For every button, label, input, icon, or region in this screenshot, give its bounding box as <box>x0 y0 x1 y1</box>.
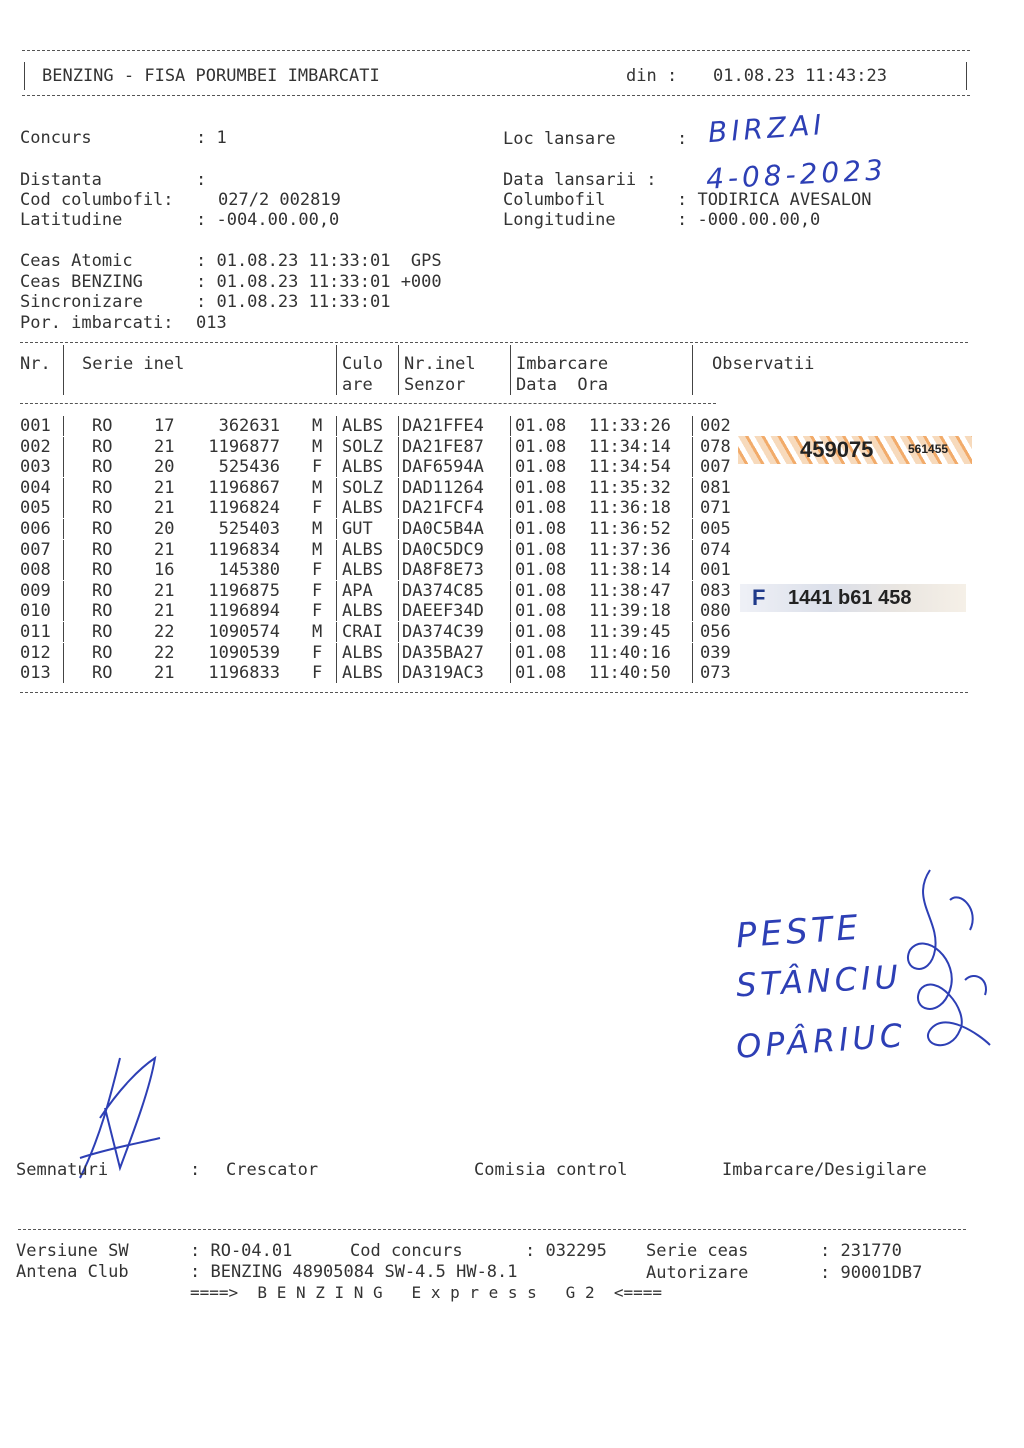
cell-inel: 1196877 <box>208 436 280 457</box>
cell-separator <box>510 519 511 539</box>
cell-nr: 011 <box>20 622 51 642</box>
cell-obs: 007 <box>700 457 731 478</box>
cell-culoare: GUT <box>342 519 373 539</box>
cell-ora: 11:35:32 <box>589 477 671 498</box>
cell-separator <box>510 581 511 601</box>
sticker-blue-code: 1441 b61 458 <box>788 587 912 609</box>
cell-an: 21 <box>154 477 175 498</box>
col-sep-3 <box>398 345 399 395</box>
cell-separator <box>510 457 511 477</box>
cell-nr: 013 <box>20 663 51 684</box>
header-nr: Nr. <box>20 354 51 374</box>
cell-an: 21 <box>154 663 175 684</box>
cell-data: 01.08 <box>515 519 567 539</box>
cell-separator <box>63 663 64 683</box>
cell-obs: 078 <box>700 436 731 457</box>
cell-inel: 1196833 <box>208 663 280 684</box>
latitudine-value: : -004.00.00,0 <box>196 210 340 230</box>
cell-ora: 11:36:52 <box>589 519 671 539</box>
cell-separator <box>63 478 64 498</box>
cell-inel: 525436 <box>218 457 280 478</box>
print-datetime: 01.08.23 11:43:23 <box>713 66 887 86</box>
cell-culoare: ALBS <box>342 416 383 436</box>
signature-scribble-right <box>890 860 1010 1080</box>
cell-senzor: DA0C5DC9 <box>402 539 484 560</box>
cell-data: 01.08 <box>515 436 567 457</box>
cell-separator <box>692 601 693 621</box>
antena-club-label: Antena Club <box>16 1262 129 1282</box>
cell-inel: 525403 <box>218 519 280 539</box>
cell-separator <box>336 416 337 436</box>
cell-culoare: ALBS <box>342 539 383 560</box>
autorizare-label: Autorizare <box>646 1263 749 1283</box>
header-imbarcare: Imbarcare <box>516 354 609 374</box>
cell-data: 01.08 <box>515 560 567 581</box>
cell-senzor: DAD11264 <box>402 477 484 498</box>
cell-obs: 083 <box>700 580 731 601</box>
latitudine-label: Latitudine <box>20 210 123 230</box>
cell-obs: 071 <box>700 498 731 519</box>
cell-senzor: DA21FFE4 <box>402 416 484 436</box>
cell-separator <box>398 478 399 498</box>
table-row <box>0 643 1000 663</box>
cell-separator <box>336 457 337 477</box>
cell-senzor: DA0C5B4A <box>402 519 484 539</box>
cell-nr: 012 <box>20 642 51 663</box>
header-bottom-rule <box>22 95 970 96</box>
table-row <box>0 663 1000 683</box>
cell-an: 21 <box>154 580 175 601</box>
cell-separator <box>336 560 337 580</box>
cell-senzor: DA374C39 <box>402 622 484 642</box>
cell-sex: F <box>312 642 323 663</box>
columbofil-value: : TODIRICA AVESALON <box>677 190 872 210</box>
cell-inel: 1196867 <box>208 477 280 498</box>
col-sep-4 <box>510 345 511 395</box>
cell-separator <box>336 663 337 683</box>
cell-inel: 145380 <box>218 560 280 581</box>
imbarcare-desigilare-label: Imbarcare/Desigilare <box>722 1160 927 1180</box>
cell-separator <box>63 457 64 477</box>
cell-an: 21 <box>154 498 175 519</box>
col-sep-1 <box>63 345 64 395</box>
table-row <box>0 560 1000 580</box>
cell-separator <box>398 622 399 642</box>
loc-lansare-handwritten: BIRZAI <box>706 107 827 150</box>
footer-top-rule <box>18 1229 966 1230</box>
porumbei-imbarcati-label: Por. imbarcati: <box>20 313 174 333</box>
cell-nr: 005 <box>20 498 51 519</box>
cell-an: 22 <box>154 642 175 663</box>
loc-lansare-label: Loc lansare <box>503 129 616 149</box>
cell-data: 01.08 <box>515 539 567 560</box>
cod-concurs-label: Cod concurs <box>350 1241 463 1261</box>
cell-an: 21 <box>154 436 175 457</box>
cell-separator <box>336 519 337 539</box>
cell-nr: 007 <box>20 539 51 560</box>
cod-columbofil-value: 027/2 002819 <box>218 190 341 210</box>
cell-data: 01.08 <box>515 477 567 498</box>
versiune-sw-value: : RO-04.01 <box>190 1241 293 1261</box>
cell-an: 20 <box>154 519 175 539</box>
header-left-border <box>24 62 25 90</box>
cell-separator <box>336 643 337 663</box>
data-lansarii-label: Data lansarii : <box>503 170 657 190</box>
cell-tara: RO <box>92 539 113 560</box>
cell-separator <box>692 663 693 683</box>
cell-an: 21 <box>154 539 175 560</box>
cell-separator <box>63 416 64 436</box>
cell-ora: 11:40:16 <box>589 642 671 663</box>
cell-separator <box>510 601 511 621</box>
cell-separator <box>692 498 693 518</box>
cell-culoare: SOLZ <box>342 477 383 498</box>
cell-separator <box>692 643 693 663</box>
cell-sex: F <box>312 663 323 684</box>
cell-separator <box>510 643 511 663</box>
cell-separator <box>63 643 64 663</box>
cell-separator <box>510 663 511 683</box>
cell-data: 01.08 <box>515 580 567 601</box>
cell-data: 01.08 <box>515 663 567 684</box>
cell-sex: F <box>312 580 323 601</box>
cell-senzor: DA319AC3 <box>402 663 484 684</box>
din-label: din : <box>626 66 678 86</box>
header-senzor: Senzor <box>404 375 466 395</box>
cell-obs: 073 <box>700 663 731 684</box>
cell-separator <box>510 437 511 457</box>
cell-separator <box>63 581 64 601</box>
versiune-sw-label: Versiune SW <box>16 1241 129 1261</box>
distanta-label: Distanta <box>20 170 102 190</box>
longitudine-label: Longitudine <box>503 210 616 230</box>
cell-separator <box>63 560 64 580</box>
cell-nr: 004 <box>20 477 51 498</box>
cell-separator <box>398 437 399 457</box>
cell-tara: RO <box>92 519 113 539</box>
cell-nr: 008 <box>20 560 51 581</box>
cell-senzor: DA35BA27 <box>402 642 484 663</box>
longitudine-value: : -000.00.00,0 <box>677 210 821 230</box>
handwritten-name-1: PESTE <box>734 907 864 957</box>
cell-an: 16 <box>154 560 175 581</box>
ceas-atomic-label: Ceas Atomic <box>20 251 133 271</box>
cell-senzor: DA21FE87 <box>402 436 484 457</box>
cell-senzor: DA21FCF4 <box>402 498 484 519</box>
cell-culoare: CRAI <box>342 622 383 642</box>
header-right-border <box>966 62 967 90</box>
cell-culoare: APA <box>342 580 373 601</box>
header-data-ora: Data Ora <box>516 375 609 395</box>
cell-separator <box>336 498 337 518</box>
cell-separator <box>510 416 511 436</box>
cell-inel: 362631 <box>218 416 280 436</box>
cell-obs: 080 <box>700 601 731 622</box>
cell-data: 01.08 <box>515 416 567 436</box>
cell-senzor: DA8F8E73 <box>402 560 484 581</box>
cell-separator <box>336 622 337 642</box>
cell-obs: 005 <box>700 519 731 539</box>
cell-culoare: ALBS <box>342 642 383 663</box>
cell-separator <box>398 519 399 539</box>
crescator-label: Crescator <box>226 1160 319 1180</box>
cell-senzor: DA374C85 <box>402 580 484 601</box>
table-row <box>0 540 1000 560</box>
cell-culoare: ALBS <box>342 498 383 519</box>
autorizare-value: : 90001DB7 <box>820 1263 923 1283</box>
comisia-control-label: Comisia control <box>474 1160 628 1180</box>
table-row <box>0 498 1000 518</box>
ceas-atomic-value: : 01.08.23 11:33:01 GPS <box>196 251 442 271</box>
columbofil-label: Columbofil <box>503 190 606 210</box>
cell-inel: 1196824 <box>208 498 280 519</box>
cell-sex: F <box>312 498 323 519</box>
cell-senzor: DAEEF34D <box>402 601 484 622</box>
header-culoare: Culo <box>342 354 383 374</box>
cell-nr: 002 <box>20 436 51 457</box>
serie-ceas-label: Serie ceas <box>646 1241 749 1261</box>
cell-culoare: ALBS <box>342 457 383 478</box>
cell-tara: RO <box>92 560 113 581</box>
cell-data: 01.08 <box>515 622 567 642</box>
header-nr-inel: Nr.inel <box>404 354 476 374</box>
cell-separator <box>510 560 511 580</box>
cell-separator <box>398 643 399 663</box>
cell-ora: 11:34:54 <box>589 457 671 478</box>
cell-separator <box>398 498 399 518</box>
cell-separator <box>63 498 64 518</box>
cell-data: 01.08 <box>515 642 567 663</box>
cell-separator <box>510 540 511 560</box>
cell-nr: 009 <box>20 580 51 601</box>
table-row <box>0 519 1000 539</box>
cell-sex: M <box>312 539 323 560</box>
cell-sex: M <box>312 519 323 539</box>
sticker-small-code: 561455 <box>908 442 949 456</box>
cell-separator <box>398 416 399 436</box>
cell-separator <box>692 478 693 498</box>
table-row <box>0 478 1000 498</box>
cell-obs: 074 <box>700 539 731 560</box>
antena-club-value: : BENZING 48905084 SW-4.5 HW-8.1 <box>190 1262 518 1282</box>
cell-inel: 1196875 <box>208 580 280 601</box>
cell-separator <box>510 478 511 498</box>
cell-nr: 003 <box>20 457 51 478</box>
concurs-value: : 1 <box>196 128 227 148</box>
cell-sex: M <box>312 622 323 642</box>
cell-culoare: ALBS <box>342 663 383 684</box>
cell-separator <box>692 560 693 580</box>
cell-separator <box>63 437 64 457</box>
data-lansarii-handwritten: 4-08-2023 <box>705 153 888 196</box>
cell-ora: 11:38:47 <box>589 580 671 601</box>
header-serie-inel: Serie inel <box>82 354 185 374</box>
cell-inel: 1090539 <box>208 642 280 663</box>
cell-ora: 11:40:50 <box>589 663 671 684</box>
cell-obs: 081 <box>700 477 731 498</box>
cell-tara: RO <box>92 663 113 684</box>
col-sep-5 <box>692 345 693 395</box>
cell-tara: RO <box>92 622 113 642</box>
cell-tara: RO <box>92 457 113 478</box>
cell-separator <box>336 437 337 457</box>
cell-separator <box>398 581 399 601</box>
cell-separator <box>692 437 693 457</box>
cell-separator <box>63 519 64 539</box>
cell-nr: 006 <box>20 519 51 539</box>
cell-data: 01.08 <box>515 457 567 478</box>
cell-separator <box>63 540 64 560</box>
cell-tara: RO <box>92 498 113 519</box>
cell-sex: F <box>312 601 323 622</box>
cell-nr: 010 <box>20 601 51 622</box>
sincronizare-label: Sincronizare <box>20 292 143 312</box>
cell-separator <box>398 663 399 683</box>
table-bottom-rule <box>20 692 968 693</box>
cell-ora: 11:38:14 <box>589 560 671 581</box>
document-title: BENZING - FISA PORUMBEI IMBARCATI <box>42 66 380 86</box>
table-header-rule <box>20 403 716 404</box>
cell-separator <box>398 540 399 560</box>
handwritten-name-3: OPÂRIUC <box>734 1016 908 1066</box>
porumbei-imbarcati-value: 013 <box>196 313 227 333</box>
cell-tara: RO <box>92 580 113 601</box>
cell-culoare: ALBS <box>342 601 383 622</box>
cell-tara: RO <box>92 416 113 436</box>
header-top-rule <box>22 50 970 51</box>
cell-separator <box>336 581 337 601</box>
semnaturi-label: Semnaturi <box>16 1160 109 1180</box>
cell-separator <box>336 540 337 560</box>
cell-an: 21 <box>154 601 175 622</box>
cell-nr: 001 <box>20 416 51 436</box>
loc-lansare-colon: : <box>677 129 688 149</box>
ceas-benzing-label: Ceas BENZING <box>20 272 143 292</box>
cell-separator <box>692 581 693 601</box>
cell-separator <box>692 622 693 642</box>
cell-culoare: SOLZ <box>342 436 383 457</box>
cell-ora: 11:34:14 <box>589 436 671 457</box>
cell-sex: M <box>312 416 323 436</box>
distanta-value: : <box>196 170 207 190</box>
cell-sex: F <box>312 560 323 581</box>
cell-separator <box>336 601 337 621</box>
cell-separator <box>398 560 399 580</box>
concurs-label: Concurs <box>20 128 92 148</box>
sincronizare-value: : 01.08.23 11:33:01 <box>196 292 391 312</box>
cell-obs: 056 <box>700 622 731 642</box>
cell-separator <box>692 416 693 436</box>
cell-separator <box>510 498 511 518</box>
cell-separator <box>63 601 64 621</box>
cell-culoare: ALBS <box>342 560 383 581</box>
cell-inel: 1090574 <box>208 622 280 642</box>
table-row <box>0 416 1000 436</box>
sticker-code: 459075 <box>800 437 874 462</box>
header-observatii: Observatii <box>712 354 815 374</box>
cell-an: 22 <box>154 622 175 642</box>
serie-ceas-value: : 231770 <box>820 1241 902 1261</box>
cell-ora: 11:36:18 <box>589 498 671 519</box>
cell-inel: 1196894 <box>208 601 280 622</box>
cell-data: 01.08 <box>515 601 567 622</box>
cell-separator <box>692 519 693 539</box>
benzing-express-brand: ====> B E N Z I N G E x p r e s s G 2 <==== <box>190 1283 663 1302</box>
cell-ora: 11:39:18 <box>589 601 671 622</box>
col-sep-2 <box>336 345 337 395</box>
cell-separator <box>398 457 399 477</box>
cell-separator <box>63 622 64 642</box>
cell-ora: 11:39:45 <box>589 622 671 642</box>
cell-separator <box>398 601 399 621</box>
cell-separator <box>692 540 693 560</box>
cell-obs: 002 <box>700 416 731 436</box>
header-culoare-2: are <box>342 375 373 395</box>
cell-tara: RO <box>92 642 113 663</box>
cell-separator <box>692 457 693 477</box>
cell-separator <box>336 478 337 498</box>
semnaturi-colon: : <box>190 1160 201 1180</box>
handwritten-name-2: STÂNCIU <box>735 957 903 1005</box>
cell-an: 17 <box>154 416 175 436</box>
cod-columbofil-label: Cod columbofil: <box>20 190 174 210</box>
table-row <box>0 622 1000 642</box>
cell-senzor: DAF6594A <box>402 457 484 478</box>
cell-sex: M <box>312 477 323 498</box>
cell-inel: 1196834 <box>208 539 280 560</box>
cell-tara: RO <box>92 477 113 498</box>
cell-ora: 11:33:26 <box>589 416 671 436</box>
cod-concurs-value: : 032295 <box>525 1241 607 1261</box>
cell-sex: F <box>312 457 323 478</box>
cell-separator <box>510 622 511 642</box>
table-top-rule <box>20 342 968 343</box>
cell-an: 20 <box>154 457 175 478</box>
cell-tara: RO <box>92 436 113 457</box>
cell-tara: RO <box>92 601 113 622</box>
cell-obs: 001 <box>700 560 731 581</box>
cell-ora: 11:37:36 <box>589 539 671 560</box>
cell-data: 01.08 <box>515 498 567 519</box>
cell-sex: M <box>312 436 323 457</box>
sticker-blue-prefix: F <box>752 585 766 610</box>
cell-obs: 039 <box>700 642 731 663</box>
ceas-benzing-value: : 01.08.23 11:33:01 +000 <box>196 272 442 292</box>
